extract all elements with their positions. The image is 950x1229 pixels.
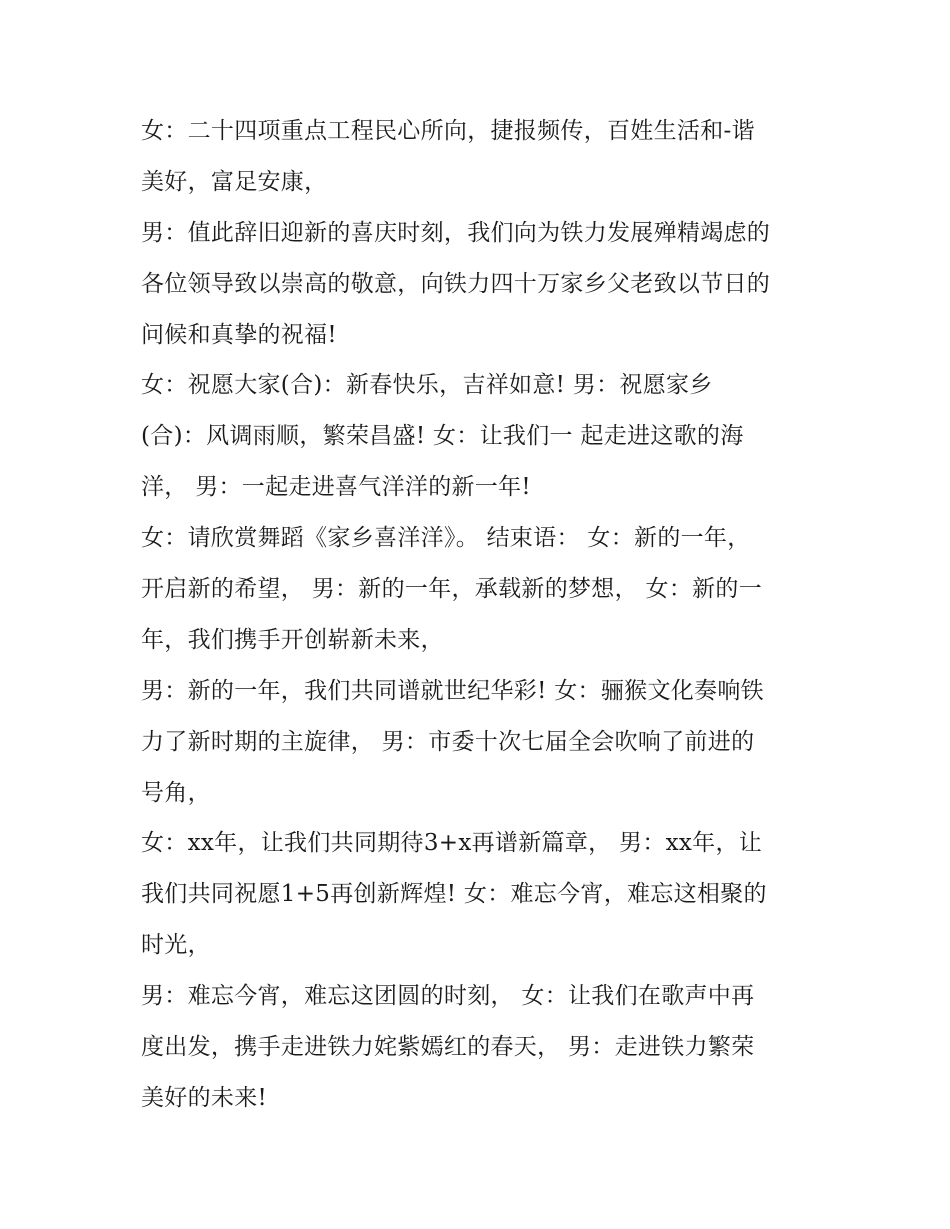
text-line: 美好的未来! xyxy=(141,1084,268,1111)
text-line: 洋， 男：一起走进喜气洋洋的新一年! xyxy=(141,474,531,501)
text-line: 年，我们携手开创崭新未来， xyxy=(141,626,444,653)
text-line: 男：难忘今宵，难忘这团圆的时刻， 女：让我们在歌声中再 xyxy=(141,983,755,1010)
text-line: 男：值此辞旧迎新的喜庆时刻，我们向为铁力发展殚精竭虑的 xyxy=(141,219,771,246)
text-line: 女：请欣赏舞蹈《家乡喜洋洋》。 结束语： 女：新的一年， xyxy=(141,525,751,552)
text-line: 女：二十四项重点工程民心所向，捷报频传，百姓生活和-谐 xyxy=(141,118,755,144)
text-line: 度出发，携手走进铁力姹紫嫣红的春天， 男：走进铁力繁荣 xyxy=(141,1034,755,1061)
text-line: 号角， xyxy=(141,779,211,806)
text-line: 美好，富足安康， xyxy=(141,168,328,195)
text-line: 女：祝愿大家(合)：新春快乐，吉祥如意! 男：祝愿家乡 xyxy=(141,372,713,399)
text-line: 时光， xyxy=(141,932,211,959)
text-line: 问候和真挚的祝福! xyxy=(141,321,337,348)
text-line: 我们共同祝愿1+5再创新辉煌! 女：难忘今宵，难忘这相聚的 xyxy=(141,881,767,908)
text-line: 力了新时期的主旋律， 男：市委十次七届全会吹响了前进的 xyxy=(141,728,755,755)
text-line: 开启新的希望， 男：新的一年，承载新的梦想， 女：新的一 xyxy=(141,576,763,603)
text-line: (合)：风调雨顺，繁荣昌盛! 女：让我们一 起走进这歌的海 xyxy=(141,423,744,450)
text-line: 男：新的一年，我们共同谱就世纪华彩! 女：骊猴文化奏响铁 xyxy=(141,677,764,704)
text-line: 各位领导致以崇高的敬意，向铁力四十万家乡父老致以节日的 xyxy=(141,270,771,297)
body-text xyxy=(141,106,831,1124)
text-line: 女：xx年，让我们共同期待3+x再谱新篇章， 男：xx年，让 xyxy=(141,830,763,857)
